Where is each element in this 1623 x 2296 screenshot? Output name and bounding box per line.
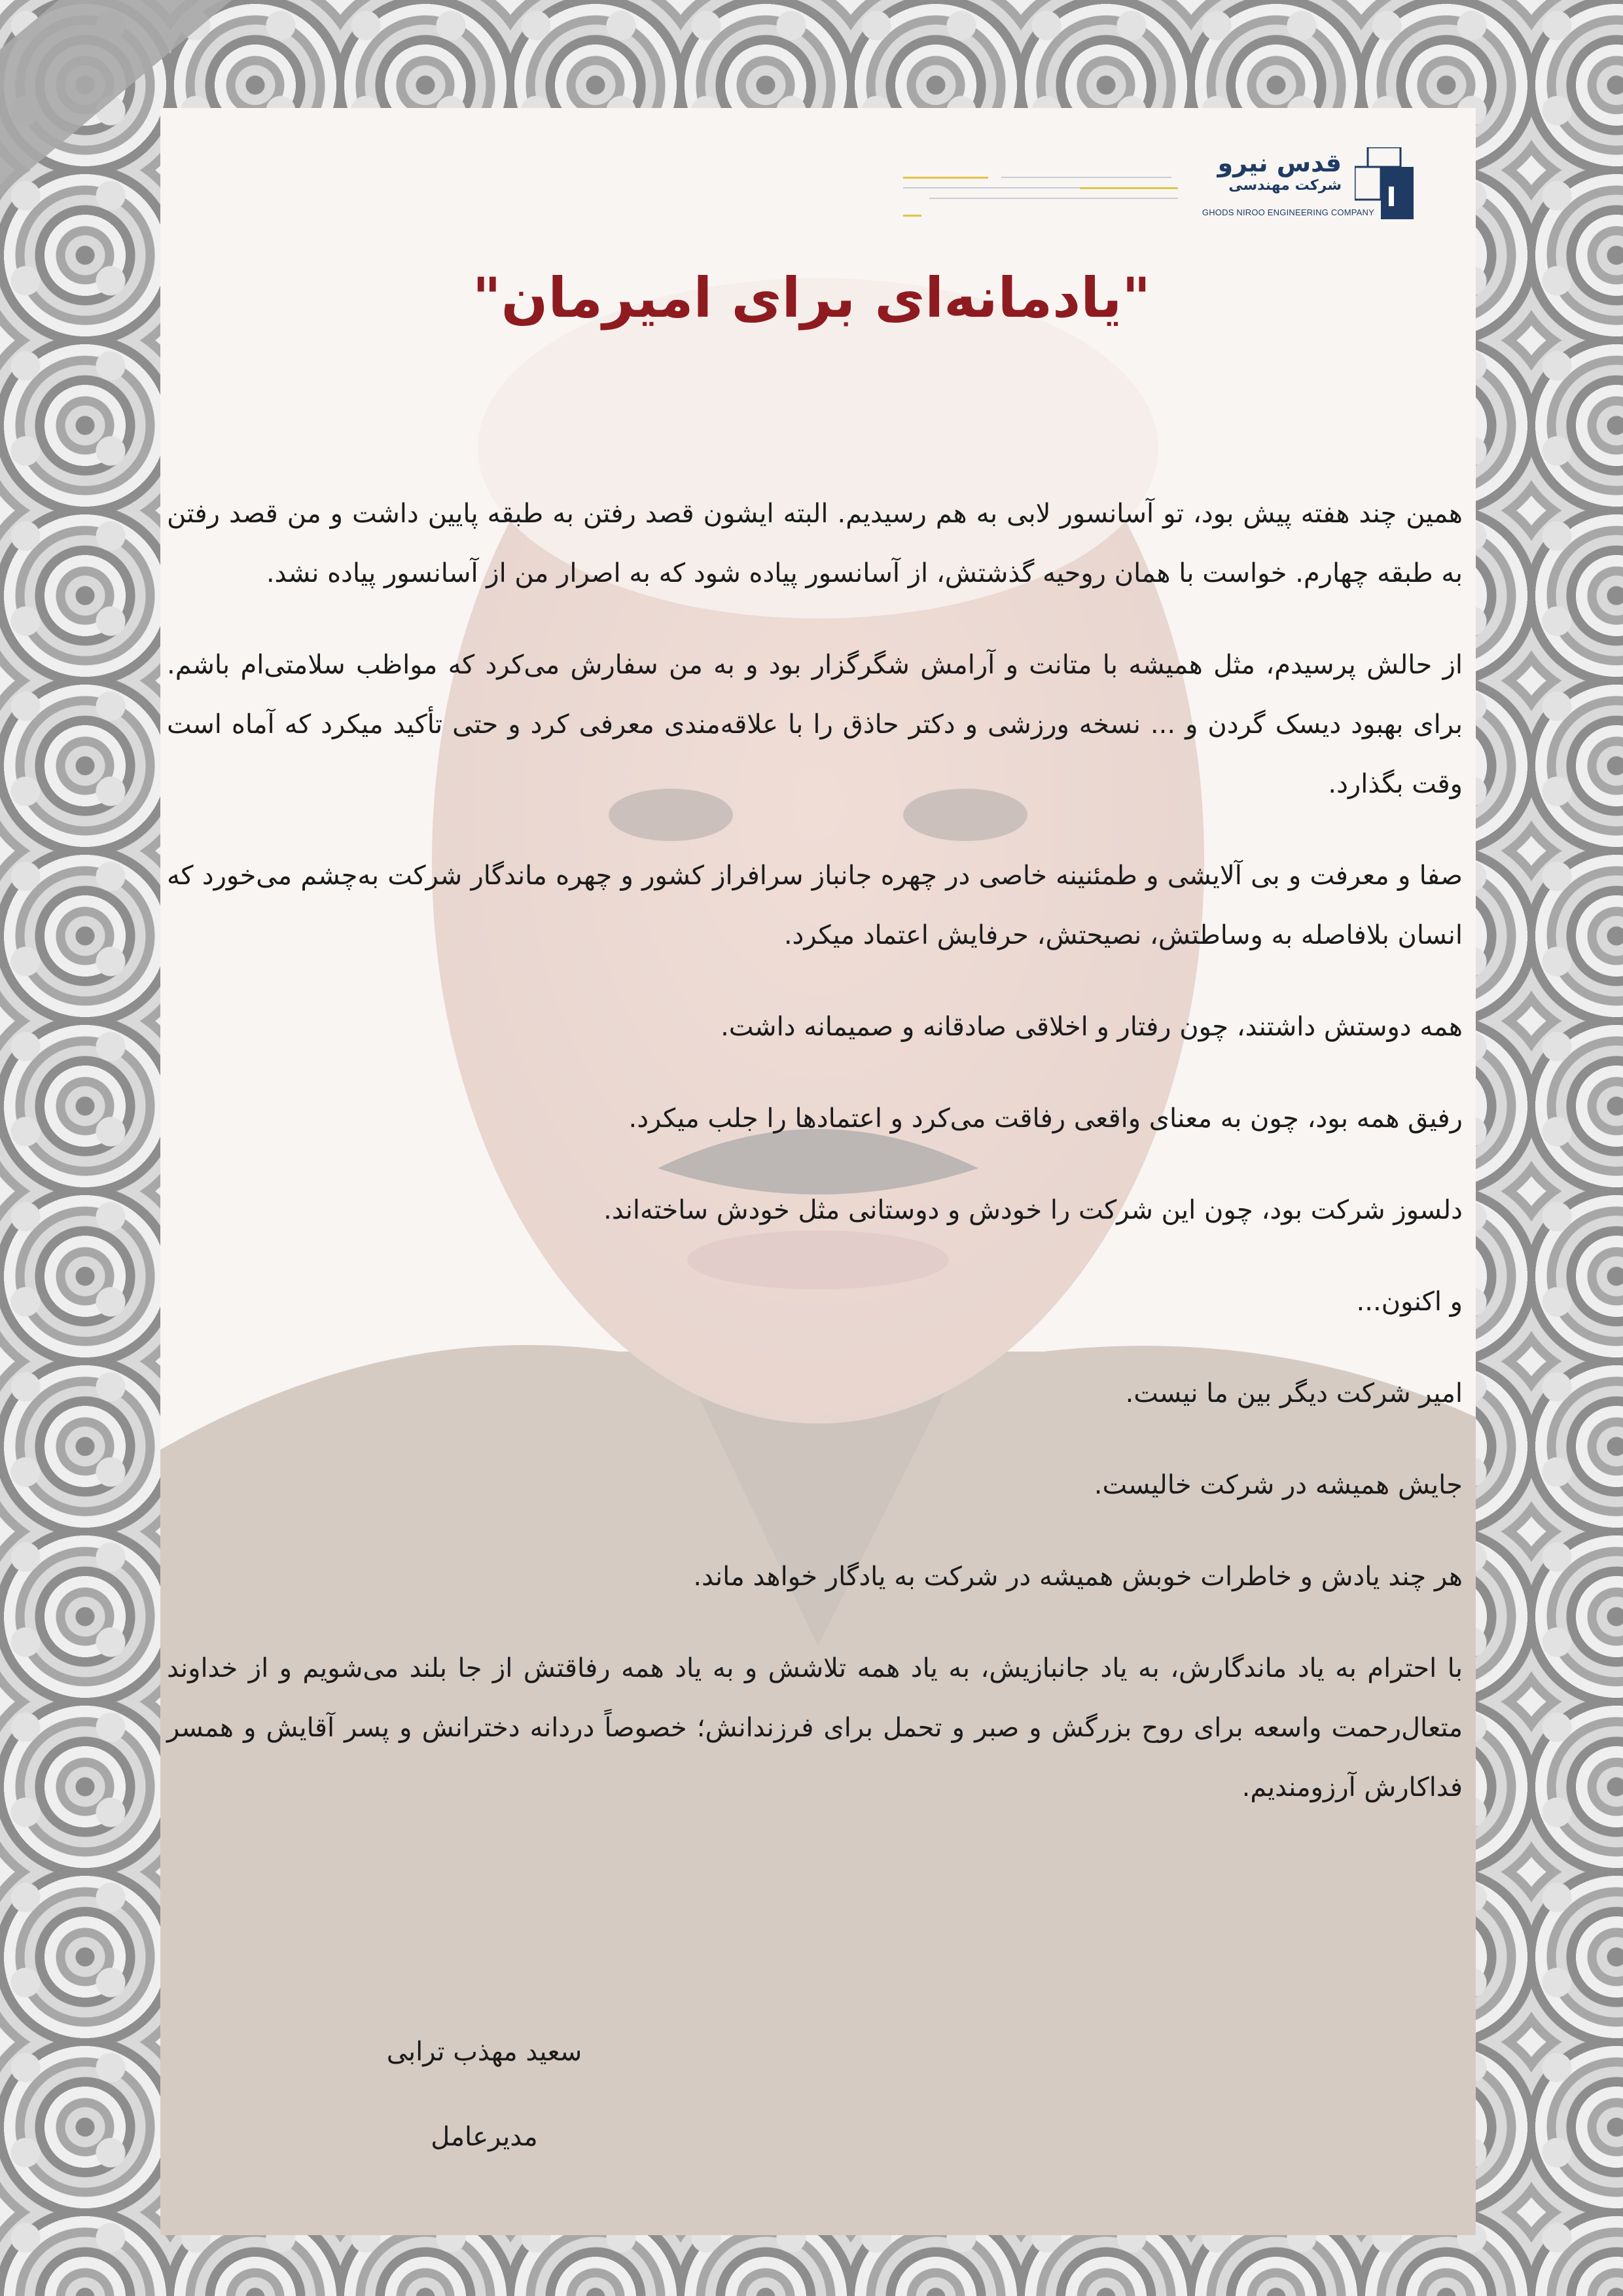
signature-block bbox=[340, 2009, 628, 2179]
signatory-role: مدیرعامل bbox=[431, 2122, 538, 2152]
company-logo bbox=[903, 147, 1414, 232]
paragraph: از حالش پرسیدم، مثل همیشه با متانت و آرامش شگرگزار بود و به من سفارش می‌کرد که مواظب سلامتی‌ام باشم. برای بهبود دیسک گردن و ... نسخه ورزشی و دکتر حاذق را با علاقه‌مندی معرفی کرد و حتی تأکید میکرد که آماه است وقت بگذارد. bbox=[167, 650, 1463, 799]
signatory-name: سعید مهذب ترابی bbox=[386, 2037, 582, 2067]
paragraph: هر چند یادش و خاطرات خوبش همیشه در شرکت به یادگار خواهد ماند. bbox=[693, 1562, 1463, 1592]
memorial-text bbox=[167, 484, 1463, 1850]
page-title: "یادمانه‌ای برای امیرمان" bbox=[472, 266, 1151, 330]
logo-subtitle: شرکت مهندسی bbox=[1228, 177, 1342, 194]
paragraph: صفا و معرفت و بی آلایشی و طمئنینه خاصی در چهره جانباز سرافراز کشور و چهره ماندگار شرکت به‌چشم می‌خورد که انسان بلافاصله به وساطتش، نصیحتش، حرفایش اعتماد میکرد. bbox=[167, 861, 1463, 950]
logo-mark-icon bbox=[1355, 147, 1414, 219]
logo-name: قدس نیرو bbox=[1217, 149, 1342, 177]
paragraph: رفیق همه بود، چون به معنای واقعی رفاقت می‌کرد و اعتمادها را جلب میکرد. bbox=[628, 1103, 1463, 1134]
paragraph: جایش همیشه در شرکت خالیست. bbox=[1094, 1470, 1463, 1500]
logo-english-name: GHODS NIROO ENGINEERING COMPANY bbox=[1202, 207, 1374, 217]
paragraph: با احترام به یاد ماندگارش، به یاد جانبازیش، به یاد همه تلاشش و به یاد همه رفاقتش از جا بلند می‌شویم و از خداوند متعال‌رحمت واسعه برای روح بزرگش و صبر و تحمل برای فرزندانش؛ خصوصاً دردانه دخترانش و پسر آقایش و همسر فداکارش آرزومندیم. bbox=[167, 1653, 1463, 1803]
logo-decoration bbox=[903, 164, 1211, 223]
paragraph: همه دوستش داشتند، چون رفتار و اخلاقی صادقانه و صمیمانه داشت. bbox=[721, 1012, 1463, 1042]
paragraph: همین چند هفته پیش بود، تو آسانسور لابی به هم رسیدیم. البته ایشون قصد رفتن به طبقه پایین داشت و من قصد رفتن به طبقه چهارم. خواست با همان روحیه گذشتش، از آسانسور پیاده شود که به اصرار من از آسانسور پیاده نشد. bbox=[167, 499, 1463, 588]
paragraph: و اکنون... bbox=[1356, 1287, 1463, 1317]
paragraph: دلسوز شرکت بود، چون این شرکت را خودش و دوستانی مثل خودش ساخته‌اند. bbox=[603, 1195, 1463, 1225]
paragraph: امیر شرکت دیگر بین ما نیست. bbox=[1125, 1378, 1463, 1408]
